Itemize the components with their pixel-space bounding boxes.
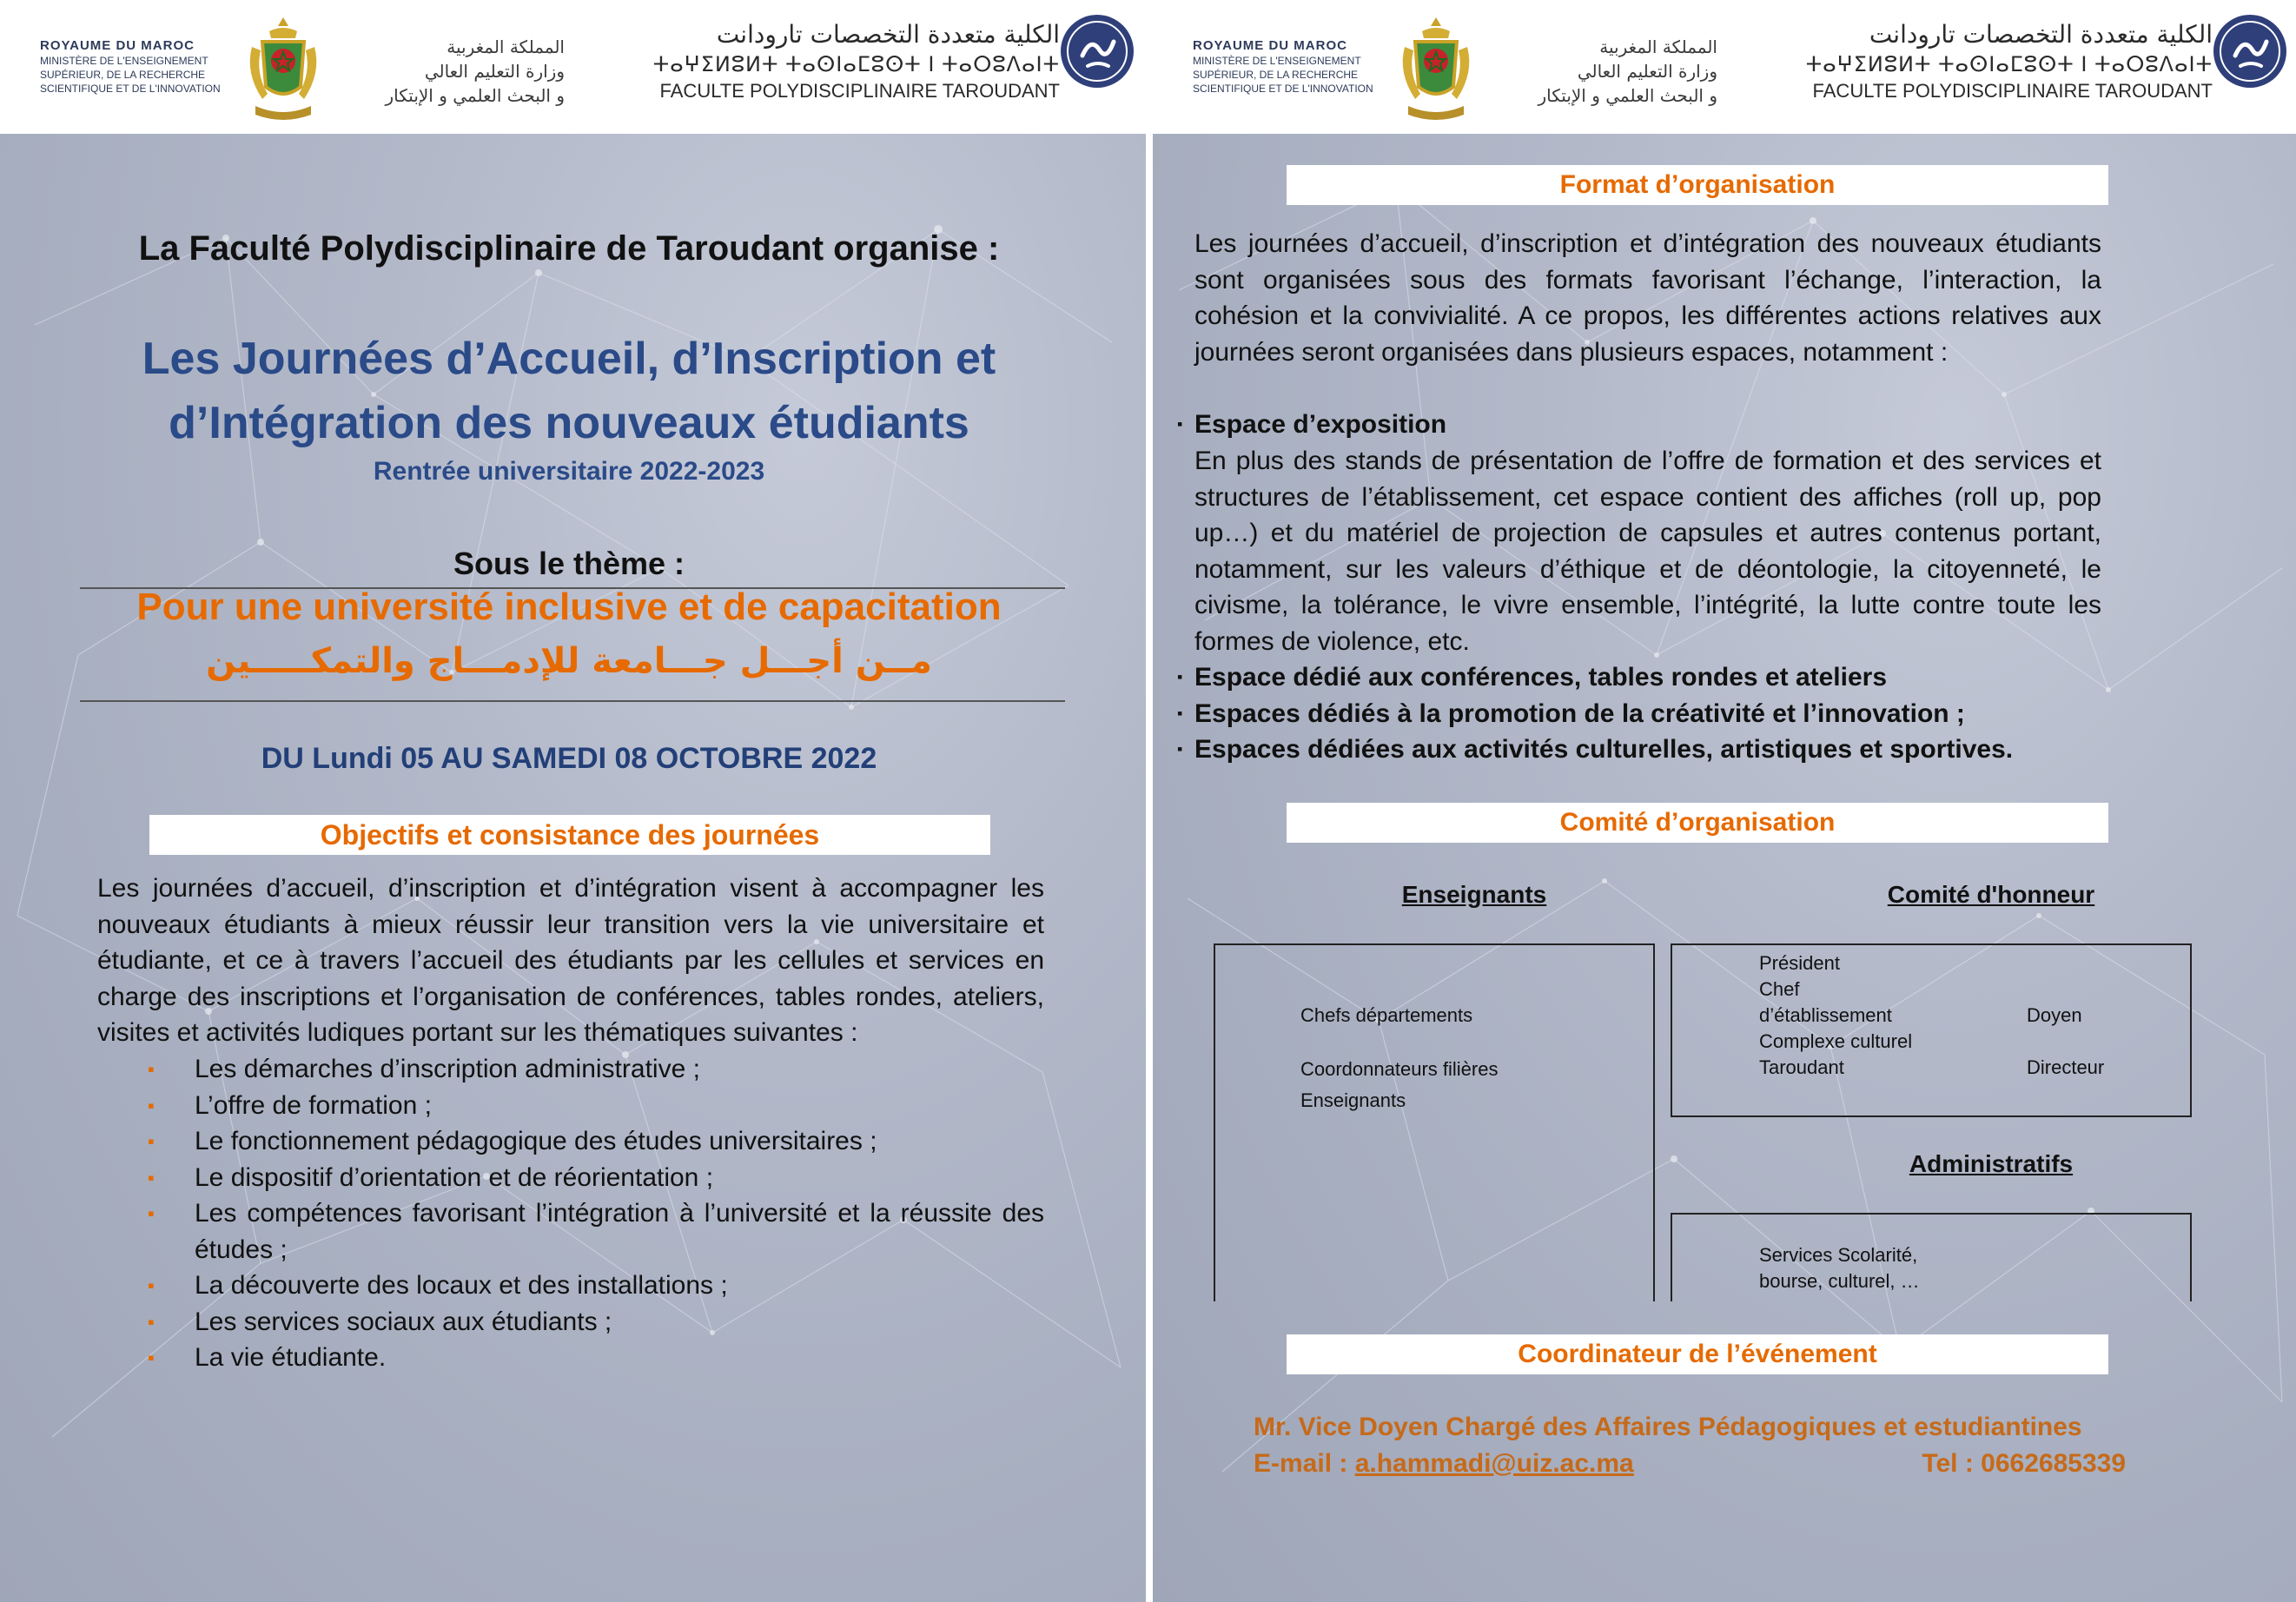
faculty-fr: FACULTE POLYDISCIPLINAIRE TAROUDANT (1812, 80, 2213, 102)
bullet-icon: ▪ (148, 1202, 155, 1224)
ministry-ar-line-2: و البحث العلمي و الإبتكار (385, 85, 565, 106)
ministry-ar-line-1: وزارة التعليم العالي (1577, 61, 1717, 82)
exposition-list (1177, 407, 2101, 443)
admin-box (1671, 1213, 2192, 1301)
ministry-ar-left (347, 35, 565, 108)
list-item: ▪ Le dispositif d’orientation et de réorientation ; (195, 1160, 1044, 1196)
objectives-heading: Objectifs et consistance des journées (149, 815, 990, 855)
bullet-icon: ▪ (1177, 740, 1183, 758)
faculty-name-right (1796, 17, 2213, 104)
list-item: ▪ Les démarches d’inscription administrative ; (195, 1051, 1044, 1088)
list-item: ▪ Le fonctionnement pédagogique des études universitaires ; (195, 1123, 1044, 1160)
teachers-title: Enseignants (1401, 881, 1547, 908)
kingdom-ar: المملكة المغربية (447, 36, 565, 57)
bullet-icon: ▪ (148, 1058, 155, 1080)
admin-item: Services Scolarité, (1759, 1244, 1918, 1266)
committee-heading: Comité d’organisation (1287, 803, 2108, 843)
ministry-line-1: MINISTÈRE DE L'ENSEIGNEMENT (40, 55, 208, 67)
bullet-icon: ▪ (148, 1166, 155, 1188)
email-link[interactable]: a.hammadi@uiz.ac.ma (1354, 1449, 1634, 1478)
teachers-box (1214, 943, 1655, 1301)
objectives-text: Les journées d’accueil, d’inscription et d’intégration visent à accompagner les nouveaux étudiants à mieux réussir leur transition vers la vie universitaire et étudiante, et ce à travers l’accueil des étudiants par les cellules et services en charge des inscriptions et l’organisation de conférences, tables rondes, ateliers, visites et activités ludiques portant sur les thématiques suivantes : (97, 874, 1044, 1047)
page-left (0, 0, 1146, 1602)
theme-ar: مــن أجـــل جـــامعة للإدمـــاج والتمكـــــين (206, 641, 932, 681)
kingdom-fr: ROYAUME DU MAROC (1193, 38, 1347, 53)
list-item: ▪ Les compétences favorisant l’intégration à l’université et la réussite des études ; (195, 1195, 1044, 1268)
theme-heading: Sous le thème : (453, 546, 685, 581)
ministry-line-3: SCIENTIFIQUE ET DE L'INNOVATION (1193, 83, 1373, 95)
honour-item: d’établissement (1759, 1004, 1892, 1026)
ministry-line-2: SUPÉRIEUR, DE LA RECHERCHE (40, 69, 206, 81)
teachers-item: Enseignants (1300, 1089, 1406, 1111)
list-item: ▪ L’offre de formation ; (195, 1088, 1044, 1124)
bullet-icon: ▪ (148, 1094, 155, 1116)
honour-item: Taroudant (1759, 1056, 1844, 1078)
faculty-name-left (643, 17, 1060, 104)
content-right (1153, 134, 2296, 1602)
kingdom-fr: ROYAUME DU MAROC (40, 38, 195, 53)
bullet-icon: ▪ (148, 1274, 155, 1296)
faculty-logo-icon (1058, 12, 1136, 90)
coordinator-name: Mr. Vice Doyen Chargé des Affaires Pédagogiques et estudiantines (1254, 1413, 2082, 1441)
format-text: Les journées d’accueil, d’inscription et d’intégration des nouveaux étudiants sont organisées sous des formats favorisant l’échange, l’interaction, la cohésion et la convivialité. A ce propos, les différentes actions relatives aux journées seront organisées dans plusieurs espaces, notamment : (1194, 229, 2101, 367)
faculty-ar: الكلية متعددة التخصصات تارودانت (1869, 20, 2213, 49)
moroccan-coat-of-arms-icon (243, 12, 323, 125)
page-gutter (1146, 0, 1153, 1602)
honour-item: Complexe culturel (1759, 1030, 1913, 1052)
teachers-item: Coordonnateurs filières (1300, 1058, 1499, 1080)
spaces-list (1177, 659, 2115, 768)
bullet-icon: ▪ (148, 1130, 155, 1152)
teachers-item: Chefs départements (1300, 1004, 1473, 1026)
phone-number: Tel : 0662685339 (1922, 1449, 2126, 1478)
list-item: ▪ Espaces dédiés à la promotion de la créativité et l’innovation ; (1194, 696, 2115, 732)
moroccan-coat-of-arms-icon (1396, 12, 1476, 125)
list-item: ▪ Les services sociaux aux étudiants ; (195, 1304, 1044, 1341)
list-item: ▪ La découverte des locaux et des installations ; (195, 1268, 1044, 1304)
format-heading: Format d’organisation (1287, 165, 2108, 205)
themes-list (148, 1051, 1044, 1376)
honour-role: Directeur (2027, 1056, 2105, 1078)
exposition-text: En plus des stands de présentation de l’offre de formation et des services et structures de l’établissement, cet espace contient des affiches (roll up, pop up…) et du matériel de projection de capsules et autres contenus portant, notamment, sur les valeurs d’éthique et de déontologie, la citoyenneté, le civisme, la tolérance, le vivre ensemble, l’intégrité, la lutte contre toute les formes de violence, etc. (1194, 447, 2101, 656)
event-title-line-2: d’Intégration des nouveaux étudiants (169, 398, 969, 448)
header-right (1153, 0, 2296, 134)
content-left (0, 134, 1146, 1602)
bullet-icon: ▪ (1177, 415, 1183, 433)
list-item: ▪ Espace dédié aux conférences, tables rondes et ateliers (1194, 659, 2115, 696)
bullet-icon: ▪ (148, 1347, 155, 1368)
honour-title: Comité d'honneur (1887, 881, 2095, 908)
ministry-ar-line-1: وزارة التعليم العالي (424, 61, 565, 82)
bullet-icon: ▪ (1177, 668, 1183, 685)
admin-title: Administratifs (1909, 1150, 2074, 1177)
faculty-tifinagh: ⵜⴰⵖⵉⵍⵓⵍⵜ ⵜⴰⵙⵏⴰⵎⵓⵙⵜ ⵏ ⵜⴰⵔⵓⴷⴰⵏⵜ (1805, 53, 2213, 76)
admin-item: bourse, culturel, … (1759, 1270, 1920, 1292)
theme-divider-bottom (80, 700, 1065, 702)
faculty-fr: FACULTE POLYDISCIPLINAIRE TAROUDANT (659, 80, 1060, 102)
honour-role: Doyen (2027, 1004, 2082, 1026)
honour-item: Chef (1759, 978, 1800, 1000)
faculty-tifinagh: ⵜⴰⵖⵉⵍⵓⵍⵜ ⵜⴰⵙⵏⴰⵎⵓⵙⵜ ⵏ ⵜⴰⵔⵓⴷⴰⵏⵜ (652, 53, 1060, 76)
ministry-line-3: SCIENTIFIQUE ET DE L'INNOVATION (40, 83, 221, 95)
ministry-line-1: MINISTÈRE DE L'ENSEIGNEMENT (1193, 55, 1361, 67)
academic-year: Rentrée universitaire 2022-2023 (373, 457, 765, 486)
kingdom-ar: المملكة المغربية (1599, 36, 1717, 57)
ministry-ar-right (1500, 35, 1717, 108)
list-item: ▪ La vie étudiante. (195, 1340, 1044, 1376)
coordinator-heading: Coordinateur de l’événement (1287, 1334, 2108, 1374)
faculty-logo-icon (2211, 12, 2289, 90)
ministry-fr-right (1193, 38, 1373, 96)
event-title (52, 327, 1086, 455)
theme-fr: Pour une université inclusive et de capacitation (136, 586, 1002, 628)
event-dates: DU Lundi 05 AU SAMEDI 08 OCTOBRE 2022 (261, 742, 877, 775)
ministry-fr-left (40, 38, 221, 96)
bullet-icon: ▪ (148, 1310, 155, 1333)
faculty-ar: الكلية متعددة التخصصات تارودانت (716, 20, 1060, 49)
ministry-ar-line-2: و البحث العلمي و الإبتكار (1538, 85, 1717, 106)
list-item: ▪ Espace d’exposition (1194, 407, 2101, 443)
page-right (1153, 0, 2296, 1602)
honour-item: Président (1759, 952, 1840, 974)
honour-box (1671, 943, 2192, 1117)
list-item: ▪ Espaces dédiées aux activités culturelles, artistiques et sportives. (1194, 731, 2115, 768)
bullet-icon: ▪ (1177, 704, 1183, 722)
event-title-line-1: Les Journées d’Accueil, d’Inscription et (142, 334, 996, 384)
header-left (0, 0, 1146, 134)
email-label: E-mail : (1254, 1449, 1348, 1478)
ministry-line-2: SUPÉRIEUR, DE LA RECHERCHE (1193, 69, 1359, 81)
email-line (1254, 1449, 1634, 1479)
intro-heading: La Faculté Polydisciplinaire de Taroudant organise : (138, 229, 1000, 268)
